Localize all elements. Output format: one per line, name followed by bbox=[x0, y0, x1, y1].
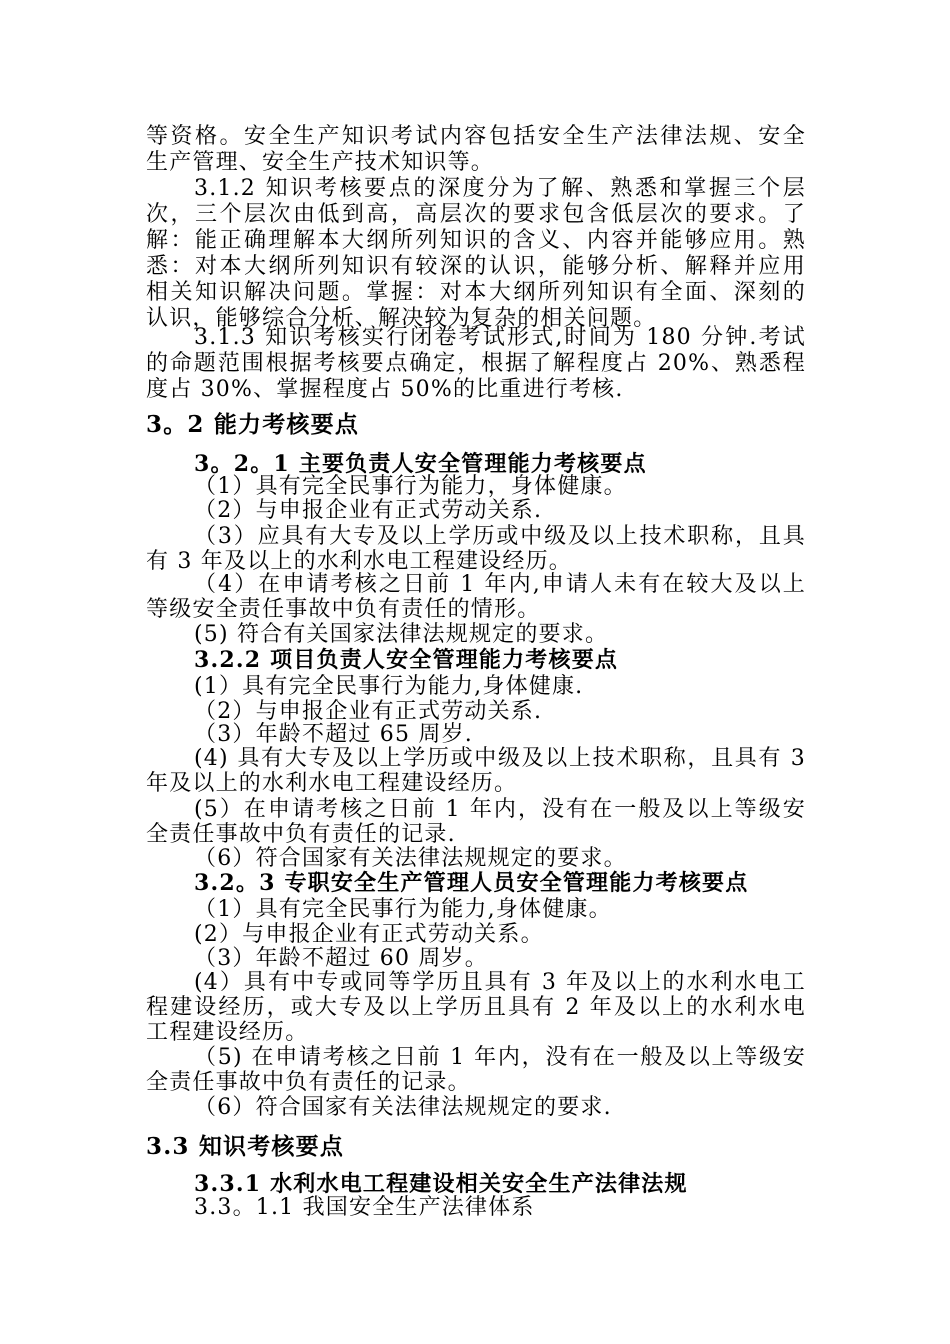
list-item: （3）年龄不超过 65 周岁. bbox=[194, 722, 473, 747]
subsubsection-heading: 3.3。1.1 我国安全生产法律体系 bbox=[194, 1195, 535, 1220]
paragraph-line: 认识，能够综合分析、解决较为复杂的相关问题。 bbox=[146, 306, 657, 331]
paragraph-line: 3.1.3 知识考核实行闭卷考试形式,时间为 180 分钟.考试 bbox=[194, 325, 806, 350]
subsection-heading: 3.2。3 专职安全生产管理人员安全管理能力考核要点 bbox=[194, 870, 749, 896]
list-item: （1）具有完全民事行为能力，身体健康。 bbox=[194, 474, 627, 499]
list-item: (5) 符合有关国家法律法规规定的要求。 bbox=[194, 622, 609, 647]
list-item: 有 3 年及以上的水利水电工程建设经历。 bbox=[146, 549, 572, 574]
list-item: （2）与申报企业有正式劳动关系. bbox=[194, 498, 543, 523]
list-item: (4) 具有大专及以上学历或中级及以上技术职称，且具有 3 bbox=[194, 746, 806, 771]
subsection-heading: 3.2.2 项目负责人安全管理能力考核要点 bbox=[194, 647, 619, 673]
subsection-heading: 3。2。1 主要负责人安全管理能力考核要点 bbox=[194, 451, 647, 477]
list-item: （6）符合国家有关法律法规规定的要求。 bbox=[194, 846, 627, 871]
paragraph-line: 相关知识解决问题。掌握：对本大纲所列知识有全面、深刻的 bbox=[146, 280, 806, 305]
list-item: (2）与申报企业有正式劳动关系。 bbox=[194, 922, 544, 947]
paragraph-line: 3.1.2 知识考核要点的深度分为了解、熟悉和掌握三个层 bbox=[194, 176, 806, 201]
list-item: （2）与申报企业有正式劳动关系. bbox=[194, 699, 543, 724]
list-item: （3）应具有大专及以上学历或中级及以上技术职称，且具 bbox=[194, 524, 806, 549]
list-item: 年及以上的水利水电工程建设经历。 bbox=[146, 771, 518, 796]
list-item: 等级安全责任事故中负有责任的情形。 bbox=[146, 597, 541, 622]
list-item: （1）具有完全民事行为能力,身体健康。 bbox=[194, 897, 612, 922]
paragraph-line: 生产管理、安全生产技术知识等。 bbox=[146, 150, 495, 175]
list-item: （4）在申请考核之日前 1 年内,申请人未有在较大及以上 bbox=[194, 572, 806, 597]
list-item: (5）在申请考核之日前 1 年内，没有在一般及以上等级安 bbox=[194, 797, 806, 822]
list-item: （5) 在申请考核之日前 1 年内，没有在一般及以上等级安 bbox=[194, 1045, 806, 1070]
list-item: 程建设经历，或大专及以上学历且具有 2 年及以上的水利水电 bbox=[146, 995, 806, 1020]
section-heading: 3。2 能力考核要点 bbox=[146, 411, 360, 438]
paragraph-line: 度占 30%、掌握程度占 50%的比重进行考核. bbox=[146, 377, 624, 402]
list-item: (1）具有完全民事行为能力,身体健康. bbox=[194, 674, 584, 699]
section-heading: 3.3 知识考核要点 bbox=[146, 1133, 345, 1160]
paragraph-line: 解：能正确理解本大纲所列知识的含义、内容并能够应用。熟 bbox=[146, 228, 806, 253]
paragraph-line: 次，三个层次由低到高，高层次的要求包含低层次的要求。了 bbox=[146, 202, 806, 227]
list-item: （6）符合国家有关法律法规规定的要求. bbox=[194, 1095, 612, 1120]
list-item: 全责任事故中负有责任的记录。 bbox=[146, 1070, 471, 1095]
paragraph-line: 悉：对本大纲所列知识有较深的认识，能够分析、解释并应用 bbox=[146, 254, 806, 279]
paragraph-line: 等资格。安全生产知识考试内容包括安全生产法律法规、安全 bbox=[146, 124, 806, 149]
list-item: 全责任事故中负有责任的记录. bbox=[146, 822, 456, 847]
subsection-heading: 3.3.1 水利水电工程建设相关安全生产法律法规 bbox=[194, 1171, 688, 1197]
paragraph-line: 的命题范围根据考核要点确定，根据了解程度占 20%、熟悉程 bbox=[146, 351, 806, 376]
list-item: （3）年龄不超过 60 周岁。 bbox=[194, 946, 488, 971]
list-item: (4）具有中专或同等学历且具有 3 年及以上的水利水电工 bbox=[194, 970, 806, 995]
list-item: 工程建设经历。 bbox=[146, 1020, 309, 1045]
